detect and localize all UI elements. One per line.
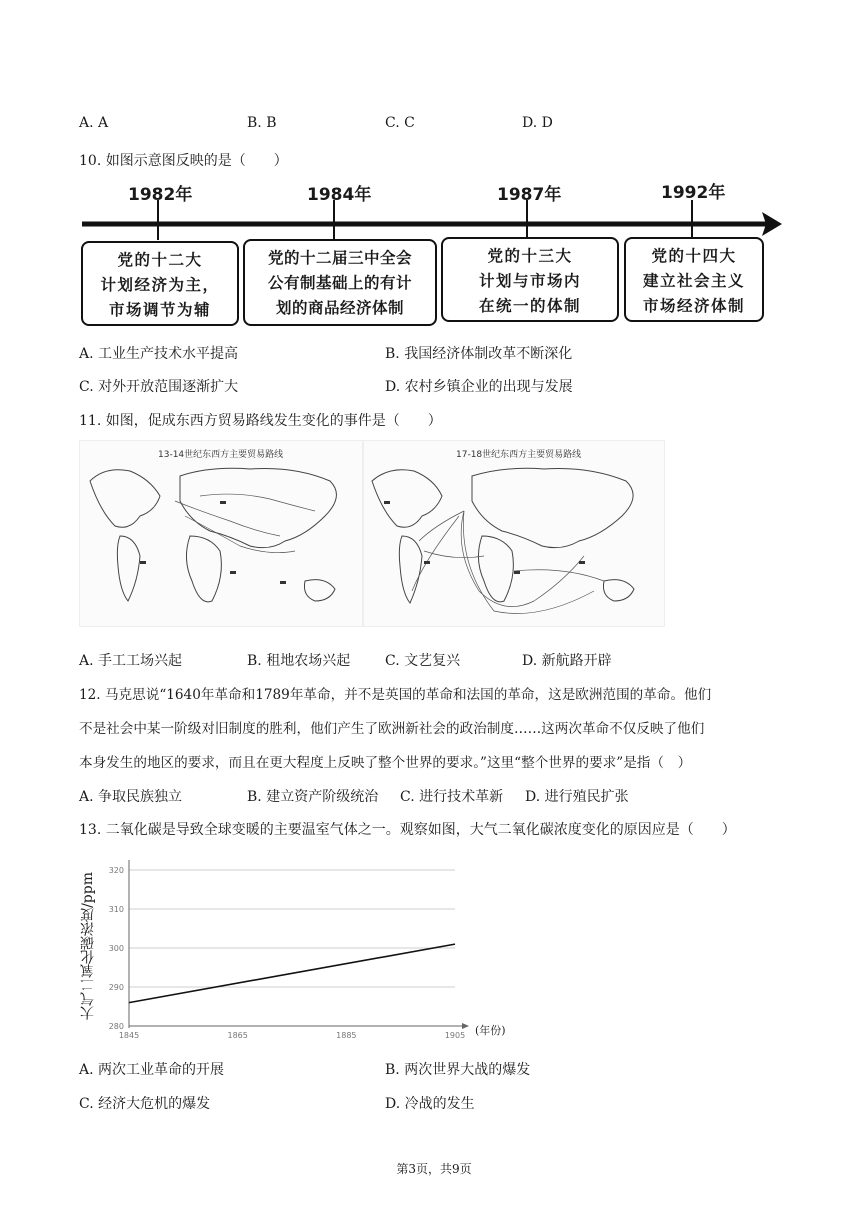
q10-option-b: B. 我国经济体制改革不断深化 bbox=[385, 346, 573, 362]
q12-option-b: B. 建立资产阶级统治 bbox=[247, 789, 379, 805]
timeline-box-line: 市场调节为辅 bbox=[108, 301, 211, 319]
x-axis-label: (年份) bbox=[475, 1024, 506, 1037]
q9-option-b: B. B bbox=[247, 115, 277, 131]
x-tick-label: 1905 bbox=[444, 1031, 466, 1040]
q13-stem: 13. 二氧化碳是导致全球变暖的主要温室气体之一。观察如图，大气二氧化碳浓度变化的原因应是（ ） bbox=[79, 822, 736, 838]
y-tick-label: 300 bbox=[108, 944, 124, 953]
timeline-box-line: 公有制基础上的有计 bbox=[267, 274, 412, 292]
co2-series-line bbox=[129, 944, 455, 1003]
q11-option-b: B. 租地农场兴起 bbox=[247, 653, 351, 669]
q10-option-a: A. 工业生产技术水平提高 bbox=[79, 346, 239, 362]
page-footer: 第3页，共9页 bbox=[396, 1162, 472, 1176]
timeline-box-line: 党的十三大 bbox=[487, 247, 573, 265]
q12-option-d: D. 进行殖民扩张 bbox=[525, 789, 629, 805]
q9-option-c: C. C bbox=[385, 115, 415, 131]
timeline-box-line: 党的十四大 bbox=[651, 247, 737, 265]
q12-option-c: C. 进行技术革新 bbox=[400, 789, 504, 805]
world-map-right bbox=[364, 441, 664, 626]
chart-ylabel: 大气二氧化碳浓度/ppm bbox=[80, 872, 96, 1020]
map-right-title: 17-18世纪东西方主要贸易路线 bbox=[456, 450, 582, 460]
q13-option-a: A. 两次工业革命的开展 bbox=[79, 1062, 225, 1078]
q11-option-c: C. 文艺复兴 bbox=[385, 653, 461, 669]
q10-timeline bbox=[0, 0, 868, 340]
q9-option-d: D. D bbox=[522, 115, 553, 131]
x-tick-label: 1885 bbox=[336, 1031, 357, 1040]
map-left-title: 13-14世纪东西方主要贸易路线 bbox=[158, 450, 284, 460]
q13-option-c: C. 经济大危机的爆发 bbox=[79, 1096, 211, 1112]
x-tick-label: 1865 bbox=[227, 1031, 248, 1040]
timeline-box-1987 bbox=[441, 237, 619, 322]
y-tick-label: 320 bbox=[108, 866, 124, 875]
q11-option-a: A. 手工工场兴起 bbox=[79, 653, 183, 669]
timeline-box-line: 市场经济体制 bbox=[642, 297, 745, 315]
co2-chart bbox=[79, 848, 506, 1048]
timeline-box-1982 bbox=[81, 241, 239, 326]
q10-option-c: C. 对外开放范围逐渐扩大 bbox=[79, 379, 239, 395]
timeline-box-line: 计划经济为主， bbox=[100, 276, 220, 294]
q12-line-3: 本身发生的地区的要求，而且在更大程度上反映了整个世界的要求。”这里“整个世界的要求”是指（ ） bbox=[79, 755, 692, 771]
q11-option-d: D. 新航路开辟 bbox=[522, 653, 612, 669]
co2-chart-svg bbox=[79, 848, 506, 1048]
q10-stem: 10. 如图示意图反映的是（ ） bbox=[79, 153, 288, 169]
q13-option-b: B. 两次世界大战的爆发 bbox=[385, 1062, 531, 1078]
q13-option-d: D. 冷战的发生 bbox=[385, 1096, 475, 1112]
x-axis-arrow bbox=[462, 1023, 469, 1029]
q11-stem: 11. 如图，促成东西方贸易路线发生变化的事件是（ ） bbox=[79, 413, 442, 429]
y-tick-label: 280 bbox=[108, 1022, 124, 1031]
timeline-year-1992: 1992年 bbox=[661, 183, 726, 203]
q9-option-a: A. A bbox=[79, 115, 109, 131]
timeline-box-line: 建立社会主义 bbox=[642, 272, 745, 290]
y-tick-label: 290 bbox=[108, 983, 124, 992]
map-13-14-century bbox=[79, 440, 363, 627]
timeline-box-line: 计划与市场内 bbox=[478, 272, 581, 290]
x-tick-label: 1845 bbox=[118, 1031, 140, 1040]
timeline-box-line: 划的商品经济体制 bbox=[275, 299, 404, 317]
q12-line-1: 12. 马克思说“1640年革命和1789年革命，并不是英国的革命和法国的革命，这是欧洲范围的革命。他们 bbox=[79, 687, 712, 703]
timeline-box-line: 党的十二大 bbox=[117, 251, 203, 269]
q10-option-d: D. 农村乡镇企业的出现与发展 bbox=[385, 379, 573, 395]
timeline-box-line: 在统一的体制 bbox=[478, 297, 581, 315]
timeline-year-1984: 1984年 bbox=[307, 185, 372, 205]
timeline-box-line: 党的十二届三中全会 bbox=[267, 249, 412, 267]
timeline-box-1992 bbox=[624, 237, 764, 322]
timeline-year-1982: 1982年 bbox=[128, 185, 193, 205]
timeline-year-1987: 1987年 bbox=[497, 185, 562, 205]
world-map-left bbox=[80, 441, 362, 626]
y-tick-label: 310 bbox=[108, 905, 124, 914]
map-17-18-century bbox=[363, 440, 665, 627]
q12-line-2: 不是社会中某一阶级对旧制度的胜利，他们产生了欧洲新社会的政治制度……这两次革命不仅反映了他们 bbox=[79, 721, 705, 737]
timeline-box-1984 bbox=[243, 239, 437, 326]
q12-option-a: A. 争取民族独立 bbox=[79, 789, 183, 805]
